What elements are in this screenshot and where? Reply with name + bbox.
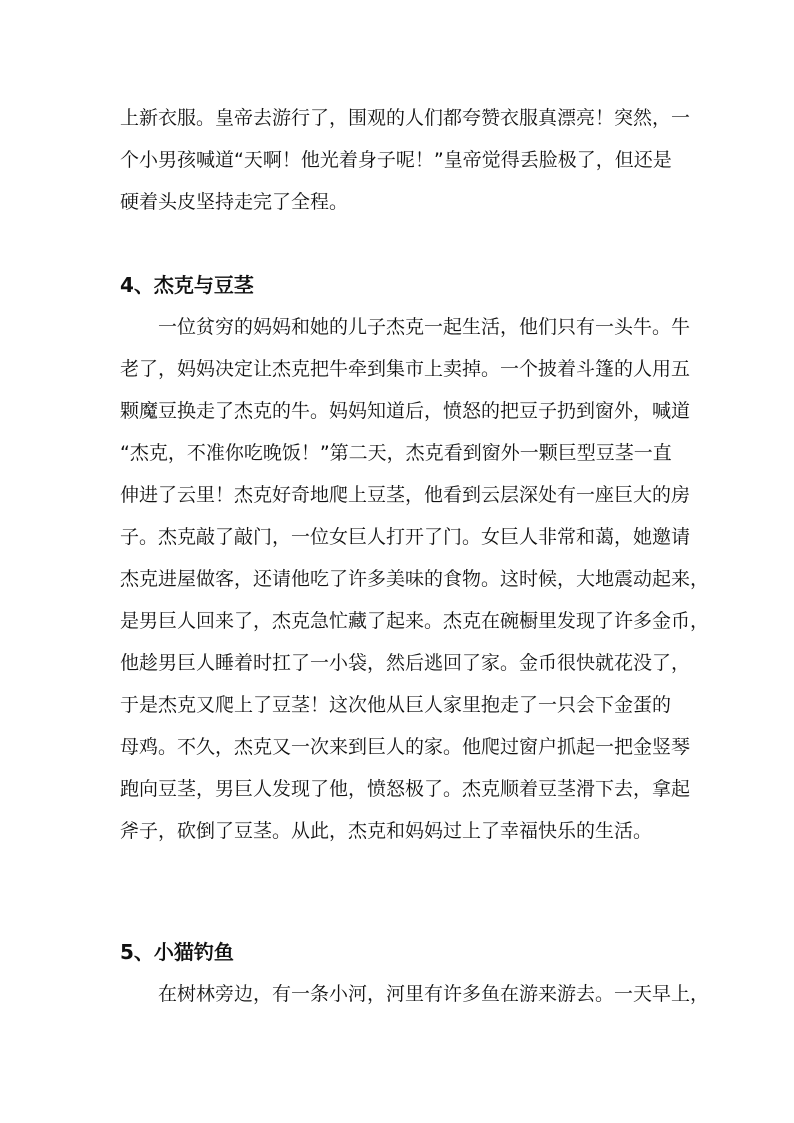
section-4-line-2: 老了，妈妈决定让杰克把牛牵到集市上卖掉。一个披着斗篷的人用五	[120, 358, 691, 380]
section-4-line-12: 跑向豆茎，男巨人发现了他，愤怒极了。杰克顺着豆茎滑下去，拿起	[120, 778, 691, 800]
section-4-line-8: 是男巨人回来了，杰克急忙藏了起来。杰克在碗橱里发现了许多金币，	[120, 610, 710, 632]
section-4-line-1: 一位贫穷的妈妈和她的儿子杰克一起生活，他们只有一头牛。牛	[158, 316, 691, 338]
section-4-line-13: 斧子，砍倒了豆茎。从此，杰克和妈妈过上了幸福快乐的生活。	[120, 820, 653, 842]
section-4-line-4: “杰克，不准你吃晚饭！”第二天，杰克看到窗外一颗巨型豆茎一直	[120, 442, 672, 464]
intro-line-1: 上新衣服。皇帝去游行了，围观的人们都夸赞衣服真漂亮！突然，一	[120, 107, 691, 129]
section-4-heading: 4、杰克与豆茎	[120, 273, 254, 297]
section-4-line-6: 子。杰克敲了敲门，一位女巨人打开了门。女巨人非常和蔼，她邀请	[120, 526, 691, 548]
section-5-heading: 5、小猫钓鱼	[120, 940, 234, 964]
intro-line-3: 硬着头皮坚持走完了全程。	[120, 191, 349, 213]
intro-line-2: 个小男孩喊道“天啊！他光着身子呢！”皇帝觉得丢脸极了，但还是	[120, 149, 672, 171]
section-4-line-5: 伸进了云里！杰克好奇地爬上豆茎，他看到云层深处有一座巨大的房	[120, 484, 691, 506]
section-5-line-1: 在树林旁边，有一条小河，河里有许多鱼在游来游去。一天早上，	[158, 983, 710, 1005]
section-4-line-3: 颗魔豆换走了杰克的牛。妈妈知道后，愤怒的把豆子扔到窗外，喊道	[120, 400, 691, 422]
section-4-line-11: 母鸡。不久，杰克又一次来到巨人的家。他爬过窗户抓起一把金竖琴	[120, 736, 691, 758]
section-4-line-9: 他趁男巨人睡着时扛了一小袋，然后逃回了家。金币很快就花没了，	[120, 652, 691, 674]
section-4-line-10: 于是杰克又爬上了豆茎！这次他从巨人家里抱走了一只会下金蛋的	[120, 694, 672, 716]
section-4-line-7: 杰克进屋做客，还请他吃了许多美味的食物。这时候，大地震动起来，	[120, 568, 710, 590]
